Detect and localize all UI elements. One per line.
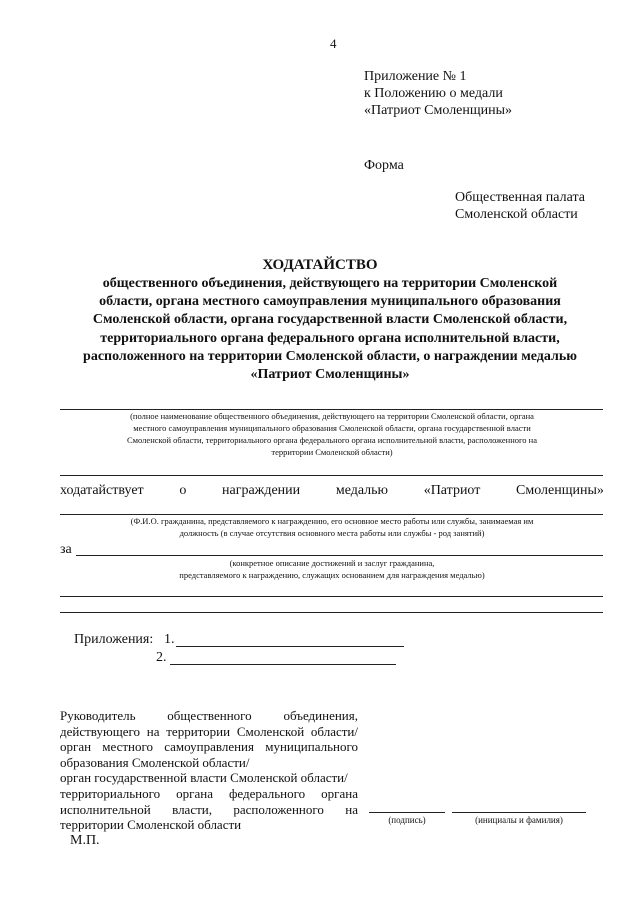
attachment-number-1: 1. [164, 632, 175, 647]
hint-line: представляемого к награждению, служащих основанием для награждения медалью) [179, 570, 485, 580]
hint-line: местного самоуправления муниципального образования Смоленской области, органа государственной власти [133, 423, 531, 433]
petition-word: о [179, 483, 187, 498]
petition-word: Смоленщины» [516, 483, 604, 498]
hint-line: (полное наименование общественного объединения, действующего на территории Смоленской области, органа [130, 411, 534, 421]
signer-line: Руководитель общественного объединения, [60, 708, 358, 723]
signer-line: орган государственной власти Смоленской области/ [60, 770, 348, 786]
petition-line [60, 482, 604, 499]
petition-word: награждении [222, 483, 301, 498]
addressee-line-2: Смоленской области [455, 207, 578, 222]
addressee-line-1: Общественная палата [455, 190, 585, 205]
appendix-line-1: Приложение № 1 [364, 69, 467, 84]
merits-field-3[interactable] [60, 612, 603, 613]
initials-field[interactable] [452, 812, 586, 813]
appendix-line-3: «Патриот Смоленщины» [364, 103, 513, 118]
petition-word: «Патриот [423, 483, 481, 498]
signer-line: исполнительной власти, расположенного на [60, 801, 358, 817]
attachments-label: Приложения: [74, 632, 154, 647]
hint-line: Смоленской области, территориального органа федерального органа исполнительной власти, расположенного на [127, 435, 537, 445]
organization-hint [56, 410, 608, 458]
merits-field-2[interactable] [60, 596, 603, 597]
attachment-number-2: 2. [156, 650, 167, 665]
signer-line: образования Смоленской области/ [60, 754, 250, 770]
petition-word: ходатайствует [60, 483, 144, 498]
attachment-field-1[interactable] [176, 646, 404, 647]
signer-line: территориального органа федерального органа [60, 785, 358, 801]
za-label: за [60, 542, 72, 557]
hint-line: должность (в случае отсутствия основного места работы или службы - род занятий) [179, 528, 485, 538]
signature-field[interactable] [369, 812, 445, 813]
hint-line: (конкретное описание достижений и заслуг гражданина, [229, 558, 435, 568]
document-title: ХОДАТАЙСТВО [262, 257, 378, 273]
organization-name-field-2[interactable] [60, 475, 603, 476]
merits-field[interactable] [76, 555, 603, 556]
initials-caption: (инициалы и фамилия) [475, 815, 563, 825]
subtitle-line: Смоленской области, органа государственной власти Смоленской области, [92, 312, 568, 328]
attachment-field-2[interactable] [170, 664, 396, 665]
form-label: Форма [364, 158, 404, 173]
signer-line: действующего на территории Смоленской области/ [60, 723, 358, 739]
subtitle-line: расположенного на территории Смоленской области, о награждении медалью [83, 348, 577, 364]
merits-hint [56, 557, 608, 581]
addressee [455, 189, 585, 223]
stamp-label: М.П. [70, 833, 100, 848]
appendix-header [364, 68, 512, 119]
signer-block [60, 708, 358, 833]
appendix-line-2: к Положению о медали [364, 86, 503, 101]
document-subtitle [40, 275, 620, 384]
signature-caption: (подпись) [388, 815, 426, 825]
signer-line: территории Смоленской области [60, 817, 242, 833]
petition-word: медалью [335, 483, 389, 498]
hint-line: территории Смоленской области) [271, 447, 393, 457]
subtitle-line: «Патриот Смоленщины» [250, 367, 410, 383]
signer-line: орган местного самоуправления муниципального [60, 739, 358, 755]
subtitle-line: области, органа местного самоуправления муниципального образования [99, 294, 561, 310]
subtitle-line: общественного объединения, действующего на территории Смоленской [102, 276, 558, 291]
hint-line: (Ф.И.О. гражданина, представляемого к награждению, его основное место работы или службы, занимаемая им [130, 516, 534, 526]
page-number: 4 [330, 36, 337, 51]
person-hint [56, 515, 608, 539]
subtitle-line: территориального органа федерального органа исполнительной власти, [100, 330, 560, 346]
